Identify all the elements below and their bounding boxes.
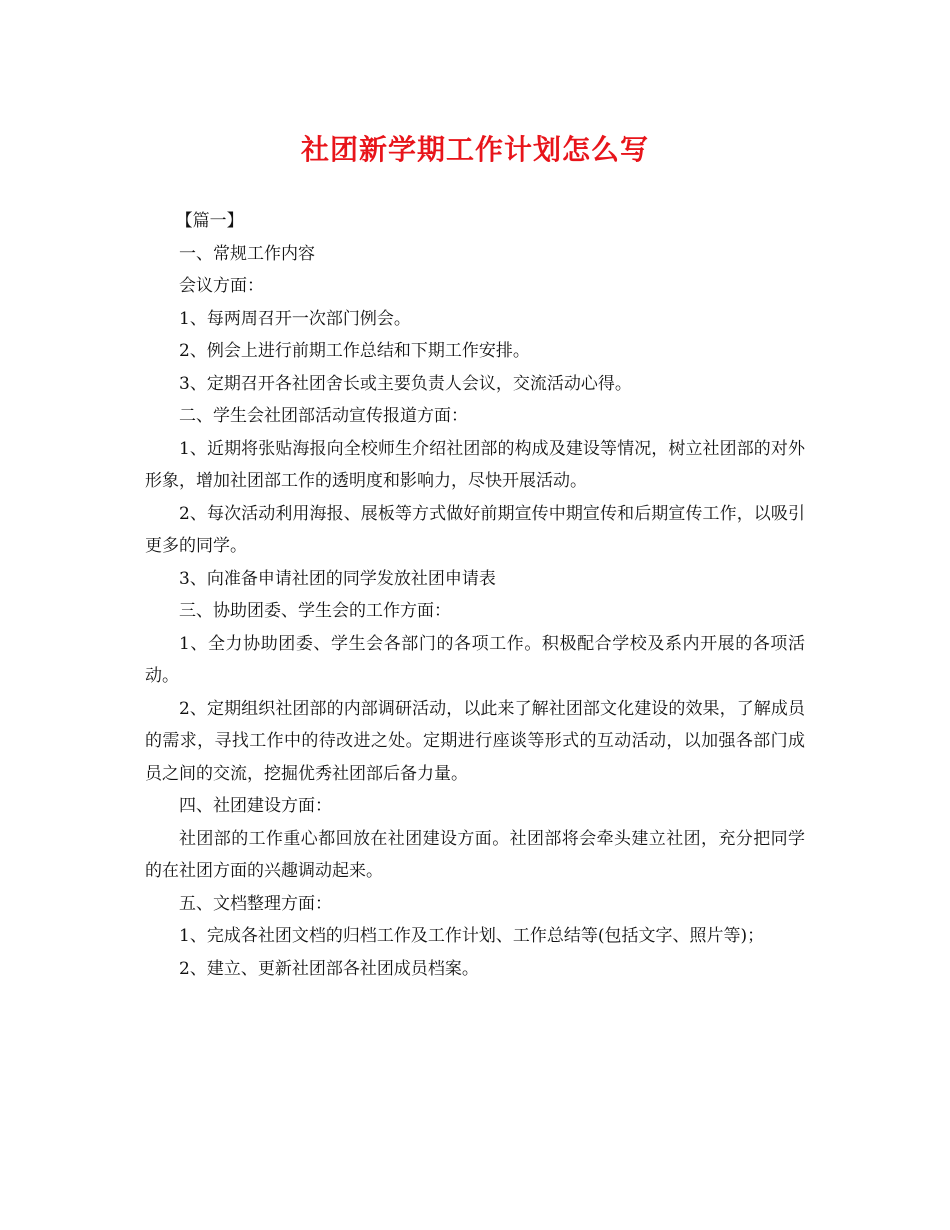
paragraph: 1、每两周召开一次部门例会。 bbox=[179, 308, 411, 329]
paragraph: 三、协助团委、学生会的工作方面： bbox=[179, 601, 451, 621]
paragraph: 二、学生会社团部活动宣传报道方面： bbox=[179, 406, 468, 426]
paragraph: 2、建立、更新社团部各社团成员档案。 bbox=[179, 958, 479, 979]
paragraph: 四、社团建设方面： bbox=[179, 796, 332, 816]
paragraph: 五、文档整理方面： bbox=[179, 893, 332, 914]
paragraph: 2、每次活动利用海报、展板等方式做好前期宣传中期宣传和后期宣传工作，以吸引更多的同学。 bbox=[145, 503, 805, 556]
paragraph: 2、例会上进行前期工作总结和下期工作安排。 bbox=[179, 341, 530, 361]
document-title: 社团新学期工作计划怎么写 bbox=[300, 133, 649, 166]
paragraph: 1、全力协助团委、学生会各部门的各项工作。积极配合学校及系内开展的各项活动。 bbox=[145, 633, 805, 686]
paragraph: 社团部的工作重心都回放在社团建设方面。社团部将会牵头建立社团，充分把同学的在社团方面的兴趣调动起来。 bbox=[145, 828, 805, 881]
section-label: 【篇一】 bbox=[175, 211, 244, 231]
paragraph: 1、完成各社团文档的归档工作及工作计划、工作总结等(包括文字、照片等)； bbox=[179, 926, 765, 946]
paragraph: 1、近期将张贴海报向全校师生介绍社团部的构成及建设等情况，树立社团部的对外形象，增加社团部工作的透明度和影响力，尽快开展活动。 bbox=[145, 438, 805, 491]
paragraph: 3、定期召开各社团舍长或主要负责人会议，交流活动心得。 bbox=[179, 373, 632, 394]
paragraph: 3、向准备申请社团的同学发放社团申请表 bbox=[179, 568, 496, 589]
paragraph: 一、常规工作内容 bbox=[179, 243, 315, 264]
paragraph: 2、定期组织社团部的内部调研活动，以此来了解社团部文化建设的效果，了解成员的需求，寻找工作中的待改进之处。定期进行座谈等形式的互动活动，以加强各部门成员之间的交流，挖掘优秀社团部后备力量。 bbox=[145, 698, 805, 784]
paragraph: 会议方面： bbox=[179, 276, 264, 296]
document-body bbox=[145, 205, 805, 985]
